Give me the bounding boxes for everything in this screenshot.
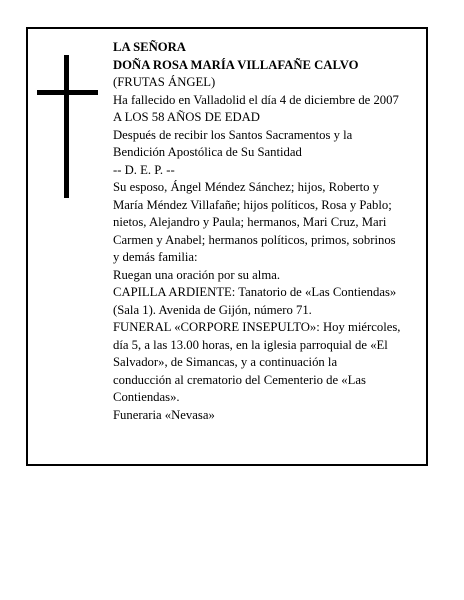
- funeral-line-2: día 5, a las 13.00 horas, en la iglesia parroquial de «El: [113, 337, 388, 352]
- obituary-text: [113, 39, 425, 424]
- family-line-2: María Méndez Villafañe; hijos políticos, Rosa y Pablo;: [113, 197, 392, 212]
- sacraments-line-1: Después de recibir los Santos Sacramentos y la: [113, 127, 353, 142]
- funeral-home: Funeraria «Nevasa»: [113, 407, 215, 422]
- chapel-line-1: CAPILLA ARDIENTE: Tanatorio de «Las Contiendas»: [113, 285, 397, 299]
- cross-icon-bar: [37, 90, 98, 95]
- honorific: LA SEÑORA: [113, 40, 186, 54]
- family-line-1: Su esposo, Ángel Méndez Sánchez; hijos, Roberto y: [113, 180, 380, 194]
- sacraments-line-2: Bendición Apostólica de Su Santidad: [113, 145, 302, 159]
- family-line-4: Carmen y Anabel; hermanos políticos, primos, sobrinos: [113, 232, 396, 247]
- funeral-line-1: FUNERAL «CORPORE INSEPULTO»: Hoy miércoles,: [113, 320, 401, 334]
- family-line-5: y demás familia:: [113, 250, 198, 264]
- cross-icon: [64, 55, 69, 198]
- deceased-alias: (FRUTAS ÁNGEL): [113, 75, 216, 89]
- prayer-request: Ruegan una oración por su alma.: [113, 267, 281, 282]
- deceased-name: DOÑA ROSA MARÍA VILLAFAÑE CALVO: [113, 57, 359, 72]
- funeral-line-3: Salvador», de Simancas, y a continuación la: [113, 355, 338, 369]
- rest-in-peace: -- D. E. P. --: [113, 162, 175, 177]
- death-statement: Ha fallecido en Valladolid el día 4 de diciembre de 2007: [113, 92, 399, 107]
- chapel-line-2: (Sala 1). Avenida de Gijón, número 71.: [113, 302, 312, 317]
- funeral-line-4: conducción al crematorio del Cementerio de «Las: [113, 372, 366, 387]
- age-statement: A LOS 58 AÑOS DE EDAD: [113, 110, 260, 124]
- funeral-line-5: Contiendas».: [113, 390, 180, 404]
- family-line-3: nietos, Alejandro y Paula; hermanos, Mari Cruz, Mari: [113, 215, 387, 229]
